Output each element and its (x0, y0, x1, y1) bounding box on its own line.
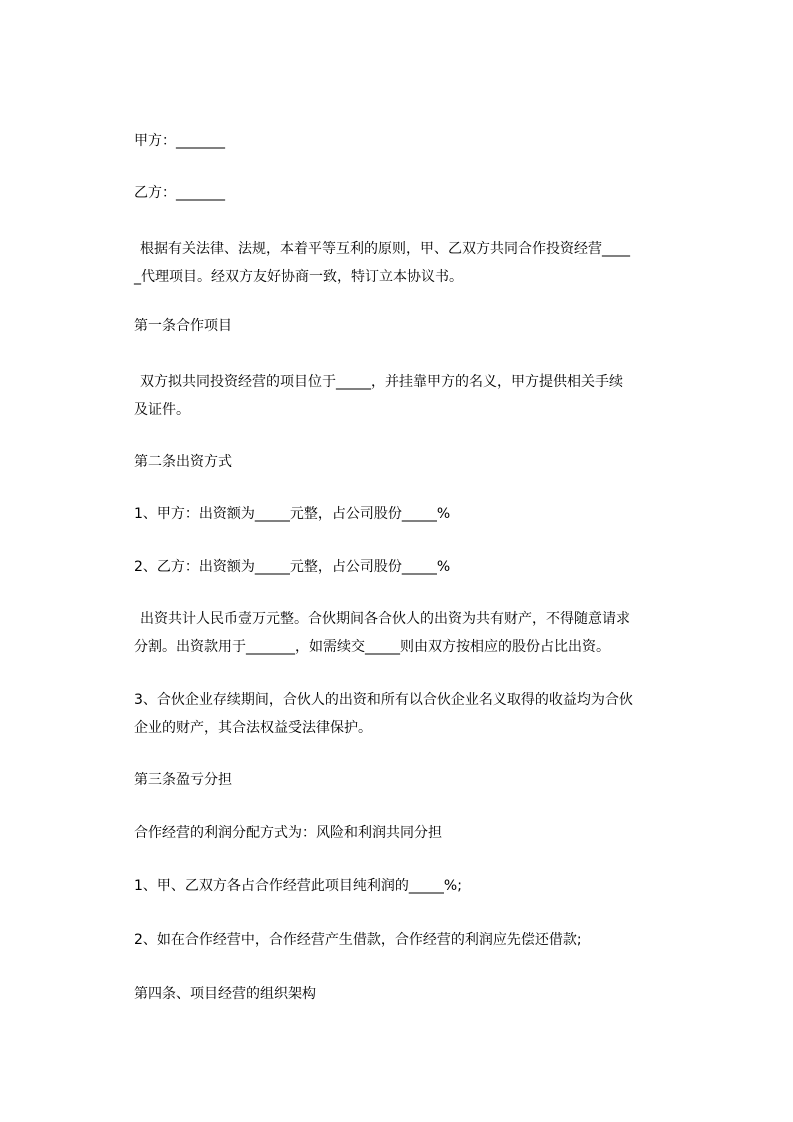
article3-item-1: 1、甲、乙双方各占合作经营此项目纯利润的_____%; (134, 878, 462, 894)
intro-line-1: 根据有关法律、法规，本着平等互利的原则，甲、乙双方共同合作投资经营____ (140, 241, 630, 257)
party-b-line: 乙方：_______ (134, 185, 225, 201)
article4-title: 第四条、项目经营的组织架构 (134, 986, 316, 1002)
article2-total-line-2: 分割。出资款用于_______，如需续交_____则由双方按相应的股份占比出资。 (134, 639, 610, 655)
article2-item-2: 2、乙方：出资额为_____元整，占公司股份_____% (134, 559, 451, 575)
article1-line-1: 双方拟共同投资经营的项目位于_____，并挂靠甲方的名义，甲方提供相关手续 (140, 374, 623, 390)
article2-item-1: 1、甲方：出资额为_____元整，占公司股份_____% (134, 506, 451, 522)
article2-total (134, 605, 712, 661)
article3-title: 第三条盈亏分担 (134, 772, 232, 788)
article1-body (134, 368, 712, 424)
intro-line-2: _代理项目。经双方友好协商一致，特订立本协议书。 (134, 269, 463, 285)
party-a-line: 甲方：_______ (134, 133, 225, 149)
article1-line-2: 及证件。 (134, 402, 190, 418)
article2-total-line-1: 出资共计人民币壹万元整。合伙期间各合伙人的出资为共有财产，不得随意请求 (140, 611, 630, 627)
article2-item3-line-1: 3、合伙企业存续期间，合伙人的出资和所有以合伙企业名义取得的收益均为合伙 (134, 692, 633, 708)
intro-paragraph (134, 235, 712, 291)
article1-title: 第一条合作项目 (134, 318, 232, 334)
article3-item-2: 2、如在合作经营中，合作经营产生借款，合作经营的利润应先偿还借款; (134, 932, 582, 948)
article2-item3-line-2: 企业的财产，其合法权益受法律保护。 (134, 720, 372, 736)
article2-item-3 (134, 686, 712, 742)
article2-title: 第二条出资方式 (134, 454, 232, 470)
article3-intro: 合作经营的利润分配方式为：风险和利润共同分担 (134, 825, 442, 841)
